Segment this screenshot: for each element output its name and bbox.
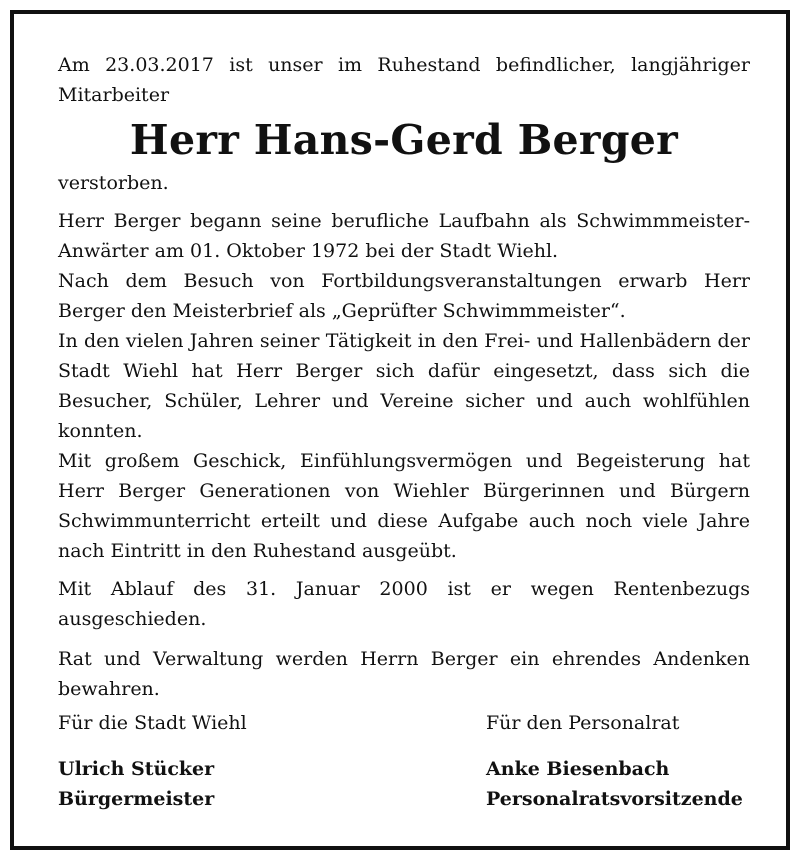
signature-council-name: Anke Biesenbach — [486, 758, 670, 780]
intro-text: Am 23.03.2017 ist unser im Ruhestand befindlicher, langjähriger Mitarbeiter — [58, 54, 750, 106]
signature-council-org: Für den Personalrat — [486, 712, 680, 734]
paragraph-career-start: Herr Berger begann seine berufliche Laufbahn als Schwimmmeister-Anwärter am 01. Oktober 1972 bei der Stadt Wiehl. — [58, 210, 750, 262]
paragraph-retirement: Mit Ablauf des 31. Januar 2000 ist er wegen Rentenbezugs ausgeschieden. — [58, 578, 750, 630]
notice-body — [58, 50, 750, 704]
signature-city — [58, 708, 247, 814]
deceased-name: Herr Hans-Gerd Berger — [129, 116, 679, 164]
paragraph-service: In den vielen Jahren seiner Tätigkeit in den Frei- und Hallenbädern der Stadt Wiehl hat Herr Berger sich dafür eingesetzt, dass sich die Besucher, Schüler, Lehrer und Vereine sicher und auch wohlfühlen konnten. — [58, 330, 750, 442]
signature-city-name: Ulrich Stücker — [58, 758, 215, 780]
paragraph-teaching: Mit großem Geschick, Einfühlungsvermögen und Begeisterung hat Herr Berger Generationen von Wiehler Bürgerinnen und Bürgern Schwimmunterricht erteilt und diese Aufgabe auch noch viele Jahre nach Eintritt in den Ruhestand ausgeübt. — [58, 450, 750, 562]
signature-city-title: Bürgermeister — [58, 788, 215, 810]
paragraph-master-certificate: Nach dem Besuch von Fortbildungsveranstaltungen erwarb Herr Berger den Meisterbrief als „Geprüfter Schwimmmeister“. — [58, 270, 750, 322]
died-text: verstorben. — [58, 172, 169, 194]
paragraph-remembrance: Rat und Verwaltung werden Herrn Berger ein ehrendes Andenken bewahren. — [58, 648, 750, 700]
obituary-notice — [10, 10, 790, 850]
signature-city-org: Für die Stadt Wiehl — [58, 712, 247, 734]
signature-council-title: Personalratsvorsitzende — [486, 788, 743, 810]
signature-staff-council — [486, 708, 743, 814]
